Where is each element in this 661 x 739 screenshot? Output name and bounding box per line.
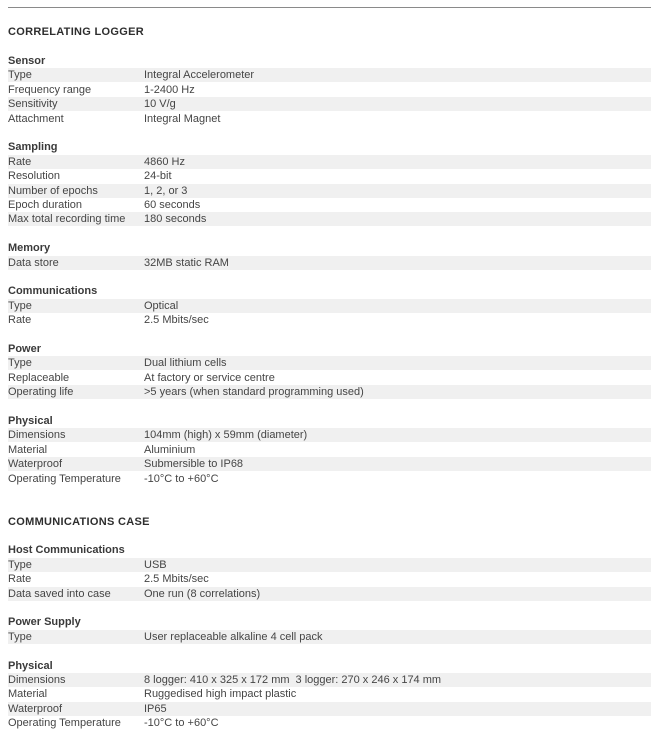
row-label: Max total recording time	[8, 213, 126, 225]
group-title-power-supply: Power Supply	[8, 616, 81, 628]
row-value: Aluminium	[144, 444, 196, 456]
row-value: IP65	[144, 703, 167, 715]
section-title-correlating-logger: CORRELATING LOGGER	[8, 26, 144, 38]
row-label: Data saved into case	[8, 588, 111, 600]
dimensions-8-logger: 8 logger: 410 x 325 x 172 mm	[144, 674, 290, 686]
row-label: Type	[8, 559, 32, 571]
group-title-physical: Physical	[8, 415, 53, 427]
row-value: At factory or service centre	[144, 372, 275, 384]
row-label: Type	[8, 300, 32, 312]
table-row	[8, 112, 651, 126]
group-title-case-physical: Physical	[8, 660, 53, 672]
row-label: Frequency range	[8, 84, 92, 96]
group-title-host-communications: Host Communications	[8, 544, 125, 556]
table-row	[8, 68, 651, 82]
table-row	[8, 702, 651, 716]
row-value: One run (8 correlations)	[144, 588, 261, 600]
group-title-memory: Memory	[8, 242, 51, 254]
table-row	[8, 443, 651, 457]
row-value: 4860 Hz	[144, 156, 185, 168]
row-label: Data store	[8, 257, 59, 269]
row-label: Material	[8, 444, 48, 456]
table-row	[8, 356, 651, 370]
row-value: 1, 2, or 3	[144, 185, 188, 197]
row-label: Replaceable	[8, 372, 70, 384]
table-row	[8, 371, 651, 385]
table-row	[8, 169, 651, 183]
row-value: 10 V/g	[144, 98, 176, 110]
table-row	[8, 558, 651, 572]
table-row	[8, 630, 651, 644]
table-row	[8, 457, 651, 471]
group-title-sensor: Sensor	[8, 55, 46, 67]
row-value: Ruggedised high impact plastic	[144, 688, 297, 700]
row-value: 24-bit	[144, 170, 172, 182]
table-row	[8, 198, 651, 212]
row-value: -10°C to +60°C	[144, 717, 219, 729]
row-label: Dimensions	[8, 429, 66, 441]
table-row	[8, 313, 651, 327]
row-value: >5 years (when standard programming used)	[144, 386, 364, 398]
table-row	[8, 299, 651, 313]
table-row	[8, 572, 651, 586]
row-label: Dimensions	[8, 674, 66, 686]
table-row	[8, 587, 651, 601]
row-label: Type	[8, 69, 32, 81]
row-value: 60 seconds	[144, 199, 201, 211]
table-row	[8, 687, 651, 701]
row-label: Sensitivity	[8, 98, 58, 110]
row-label: Type	[8, 631, 32, 643]
group-title-sampling: Sampling	[8, 141, 58, 153]
row-label: Operating life	[8, 386, 74, 398]
table-row	[8, 212, 651, 226]
row-value: Integral Magnet	[144, 113, 221, 125]
row-value: USB	[144, 559, 167, 571]
row-value: 180 seconds	[144, 213, 207, 225]
row-value: 2.5 Mbits/sec	[144, 314, 209, 326]
row-label: Waterproof	[8, 458, 63, 470]
row-value	[144, 673, 441, 687]
row-value: 2.5 Mbits/sec	[144, 573, 209, 585]
row-value: 32MB static RAM	[144, 257, 229, 269]
row-value: Optical	[144, 300, 179, 312]
row-label: Waterproof	[8, 703, 63, 715]
row-label: Epoch duration	[8, 199, 82, 211]
row-label: Rate	[8, 314, 32, 326]
table-row	[8, 83, 651, 97]
row-label: Operating Temperature	[8, 717, 121, 729]
table-row	[8, 97, 651, 111]
group-title-communications: Communications	[8, 285, 98, 297]
section-title-communications-case: COMMUNICATIONS CASE	[8, 516, 150, 528]
table-row	[8, 472, 651, 486]
table-row	[8, 155, 651, 169]
row-value: Integral Accelerometer	[144, 69, 255, 81]
row-value: Submersible to IP68	[144, 458, 244, 470]
row-value: Dual lithium cells	[144, 357, 227, 369]
table-row	[8, 673, 651, 687]
table-row	[8, 256, 651, 270]
row-label: Rate	[8, 156, 32, 168]
row-label: Resolution	[8, 170, 60, 182]
table-row	[8, 385, 651, 399]
row-value: 1-2400 Hz	[144, 84, 195, 96]
row-label: Rate	[8, 573, 32, 585]
table-row	[8, 184, 651, 198]
row-label: Type	[8, 357, 32, 369]
table-row	[8, 428, 651, 442]
row-label: Material	[8, 688, 48, 700]
row-value: 104mm (high) x 59mm (diameter)	[144, 429, 308, 441]
row-label: Attachment	[8, 113, 64, 125]
row-value: User replaceable alkaline 4 cell pack	[144, 631, 323, 643]
dimensions-3-logger: 3 logger: 270 x 246 x 174 mm	[295, 674, 442, 686]
row-label: Operating Temperature	[8, 473, 121, 485]
row-value: -10°C to +60°C	[144, 473, 219, 485]
top-rule	[8, 7, 651, 8]
row-label: Number of epochs	[8, 185, 98, 197]
group-title-power: Power	[8, 343, 42, 355]
table-row	[8, 716, 651, 730]
